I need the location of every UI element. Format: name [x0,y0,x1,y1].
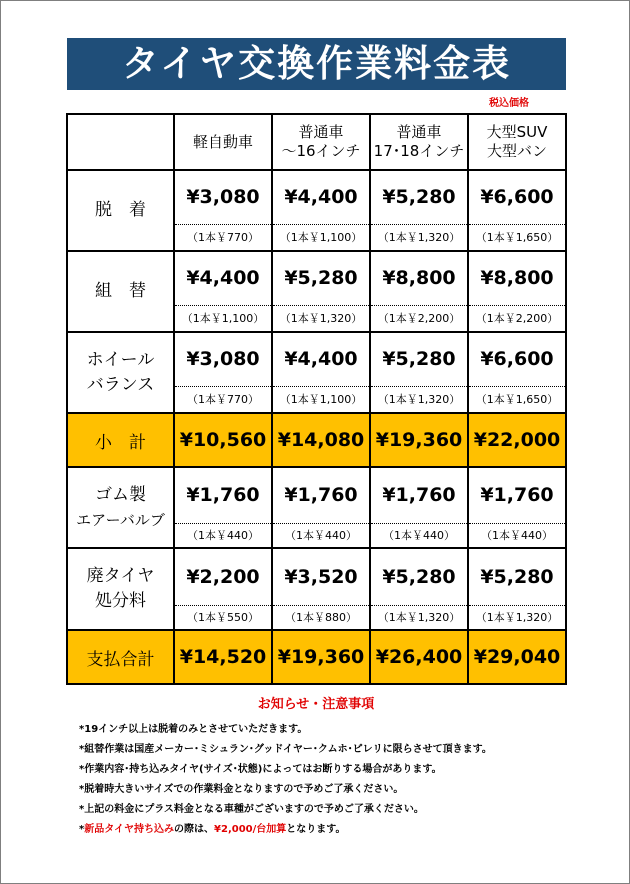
price-cell: ¥4,400 [174,251,272,305]
list-item: *作業内容･持ち込みタイヤ(サイズ･状態)によってはお断りする場合があります。 [79,764,442,775]
unit-price-cell: （1本￥1,320） [468,605,566,630]
table-row [67,170,566,224]
grand-total-row [67,630,566,684]
row-label-balance: ホイール バランス [67,332,174,413]
list-item: *上記の料金にプラス料金となる車種がございますので予めご了承ください。 [79,804,424,815]
subtotal-row [67,413,566,467]
price-cell: ¥1,760 [370,467,468,523]
price-cell: ¥5,280 [468,548,566,605]
unit-price-cell: （1本￥1,650） [468,386,566,413]
grand-total-cell: ¥29,040 [468,630,566,684]
unit-price-cell: （1本￥440） [272,523,370,548]
notes-list [79,723,599,843]
unit-price-cell: （1本￥550） [174,605,272,630]
notice-title: お知らせ・注意事項 [257,697,375,712]
price-cell: ¥2,200 [174,548,272,605]
subtotal-label: 小 計 [67,413,174,467]
price-cell: ¥1,760 [174,467,272,523]
list-item: *19インチ以上は脱着のみとさせていただきます。 [79,724,308,735]
grand-total-label: 支払合計 [67,630,174,684]
price-cell: ¥1,760 [468,467,566,523]
table-row [67,332,566,386]
unit-price-cell: （1本￥880） [272,605,370,630]
subtotal-cell: ¥10,560 [174,413,272,467]
unit-price-cell: （1本￥2,200） [370,305,468,332]
unit-price-cell: （1本￥440） [370,523,468,548]
price-cell: ¥5,280 [370,170,468,224]
price-cell: ¥4,400 [272,332,370,386]
unit-price-cell: （1本￥770） [174,386,272,413]
unit-price-cell: （1本￥1,320） [370,605,468,630]
unit-price-cell: （1本￥1,320） [272,305,370,332]
price-cell: ¥4,400 [272,170,370,224]
row-label-dakkyaku: 脱 着 [67,170,174,251]
price-cell: ¥1,760 [272,467,370,523]
unit-price-cell: （1本￥440） [468,523,566,548]
list-item: *組替作業は国産メーカー･ミシュラン･グッドイヤー･クムホ･ピレリに限らさせて頂きます。 [79,744,492,755]
list-item-new-tire: *新品タイヤ持ち込みの際は、¥2,000/台加算となります。 [79,824,346,835]
price-cell: ¥3,080 [174,332,272,386]
price-table [66,113,567,685]
grand-total-cell: ¥26,400 [370,630,468,684]
col-header-futsu-16: 普通車 ～16インチ [272,114,370,170]
tax-included-label: 税込価格 [489,98,529,109]
unit-price-cell: （1本￥770） [174,224,272,251]
unit-price-cell: （1本￥1,650） [468,224,566,251]
unit-price-cell: （1本￥1,320） [370,224,468,251]
price-cell: ¥6,600 [468,170,566,224]
price-cell: ¥6,600 [468,332,566,386]
table-row [67,548,566,605]
grand-total-cell: ¥19,360 [272,630,370,684]
price-cell: ¥5,280 [370,332,468,386]
row-label-valve: ゴム製 エアーバルブ [67,467,174,548]
col-header-futsu-17-18: 普通車 17･18インチ [370,114,468,170]
unit-price-cell: （1本￥1,100） [272,386,370,413]
list-item: *脱着時大きいサイズでの作業料金となりますので予めご了承ください。 [79,784,404,795]
grand-total-cell: ¥14,520 [174,630,272,684]
row-label-kumikae: 組 替 [67,251,174,332]
table-row [67,251,566,305]
unit-price-cell: （1本￥1,320） [370,386,468,413]
subtotal-cell: ¥22,000 [468,413,566,467]
price-cell: ¥5,280 [272,251,370,305]
col-header-kei: 軽自動車 [174,114,272,170]
price-cell: ¥3,520 [272,548,370,605]
corner-cell [67,114,174,170]
row-label-disposal: 廃タイヤ 処分料 [67,548,174,630]
subtotal-cell: ¥14,080 [272,413,370,467]
page-title: タイヤ交換作業料金表 [67,38,566,90]
price-cell: ¥5,280 [370,548,468,605]
unit-price-cell: （1本￥2,200） [468,305,566,332]
col-header-large: 大型SUV 大型バン [468,114,566,170]
price-cell: ¥3,080 [174,170,272,224]
unit-price-cell: （1本￥1,100） [174,305,272,332]
subtotal-cell: ¥19,360 [370,413,468,467]
table-row [67,467,566,523]
unit-price-cell: （1本￥1,100） [272,224,370,251]
unit-price-cell: （1本￥440） [174,523,272,548]
price-cell: ¥8,800 [468,251,566,305]
price-cell: ¥8,800 [370,251,468,305]
header-row [67,114,566,170]
